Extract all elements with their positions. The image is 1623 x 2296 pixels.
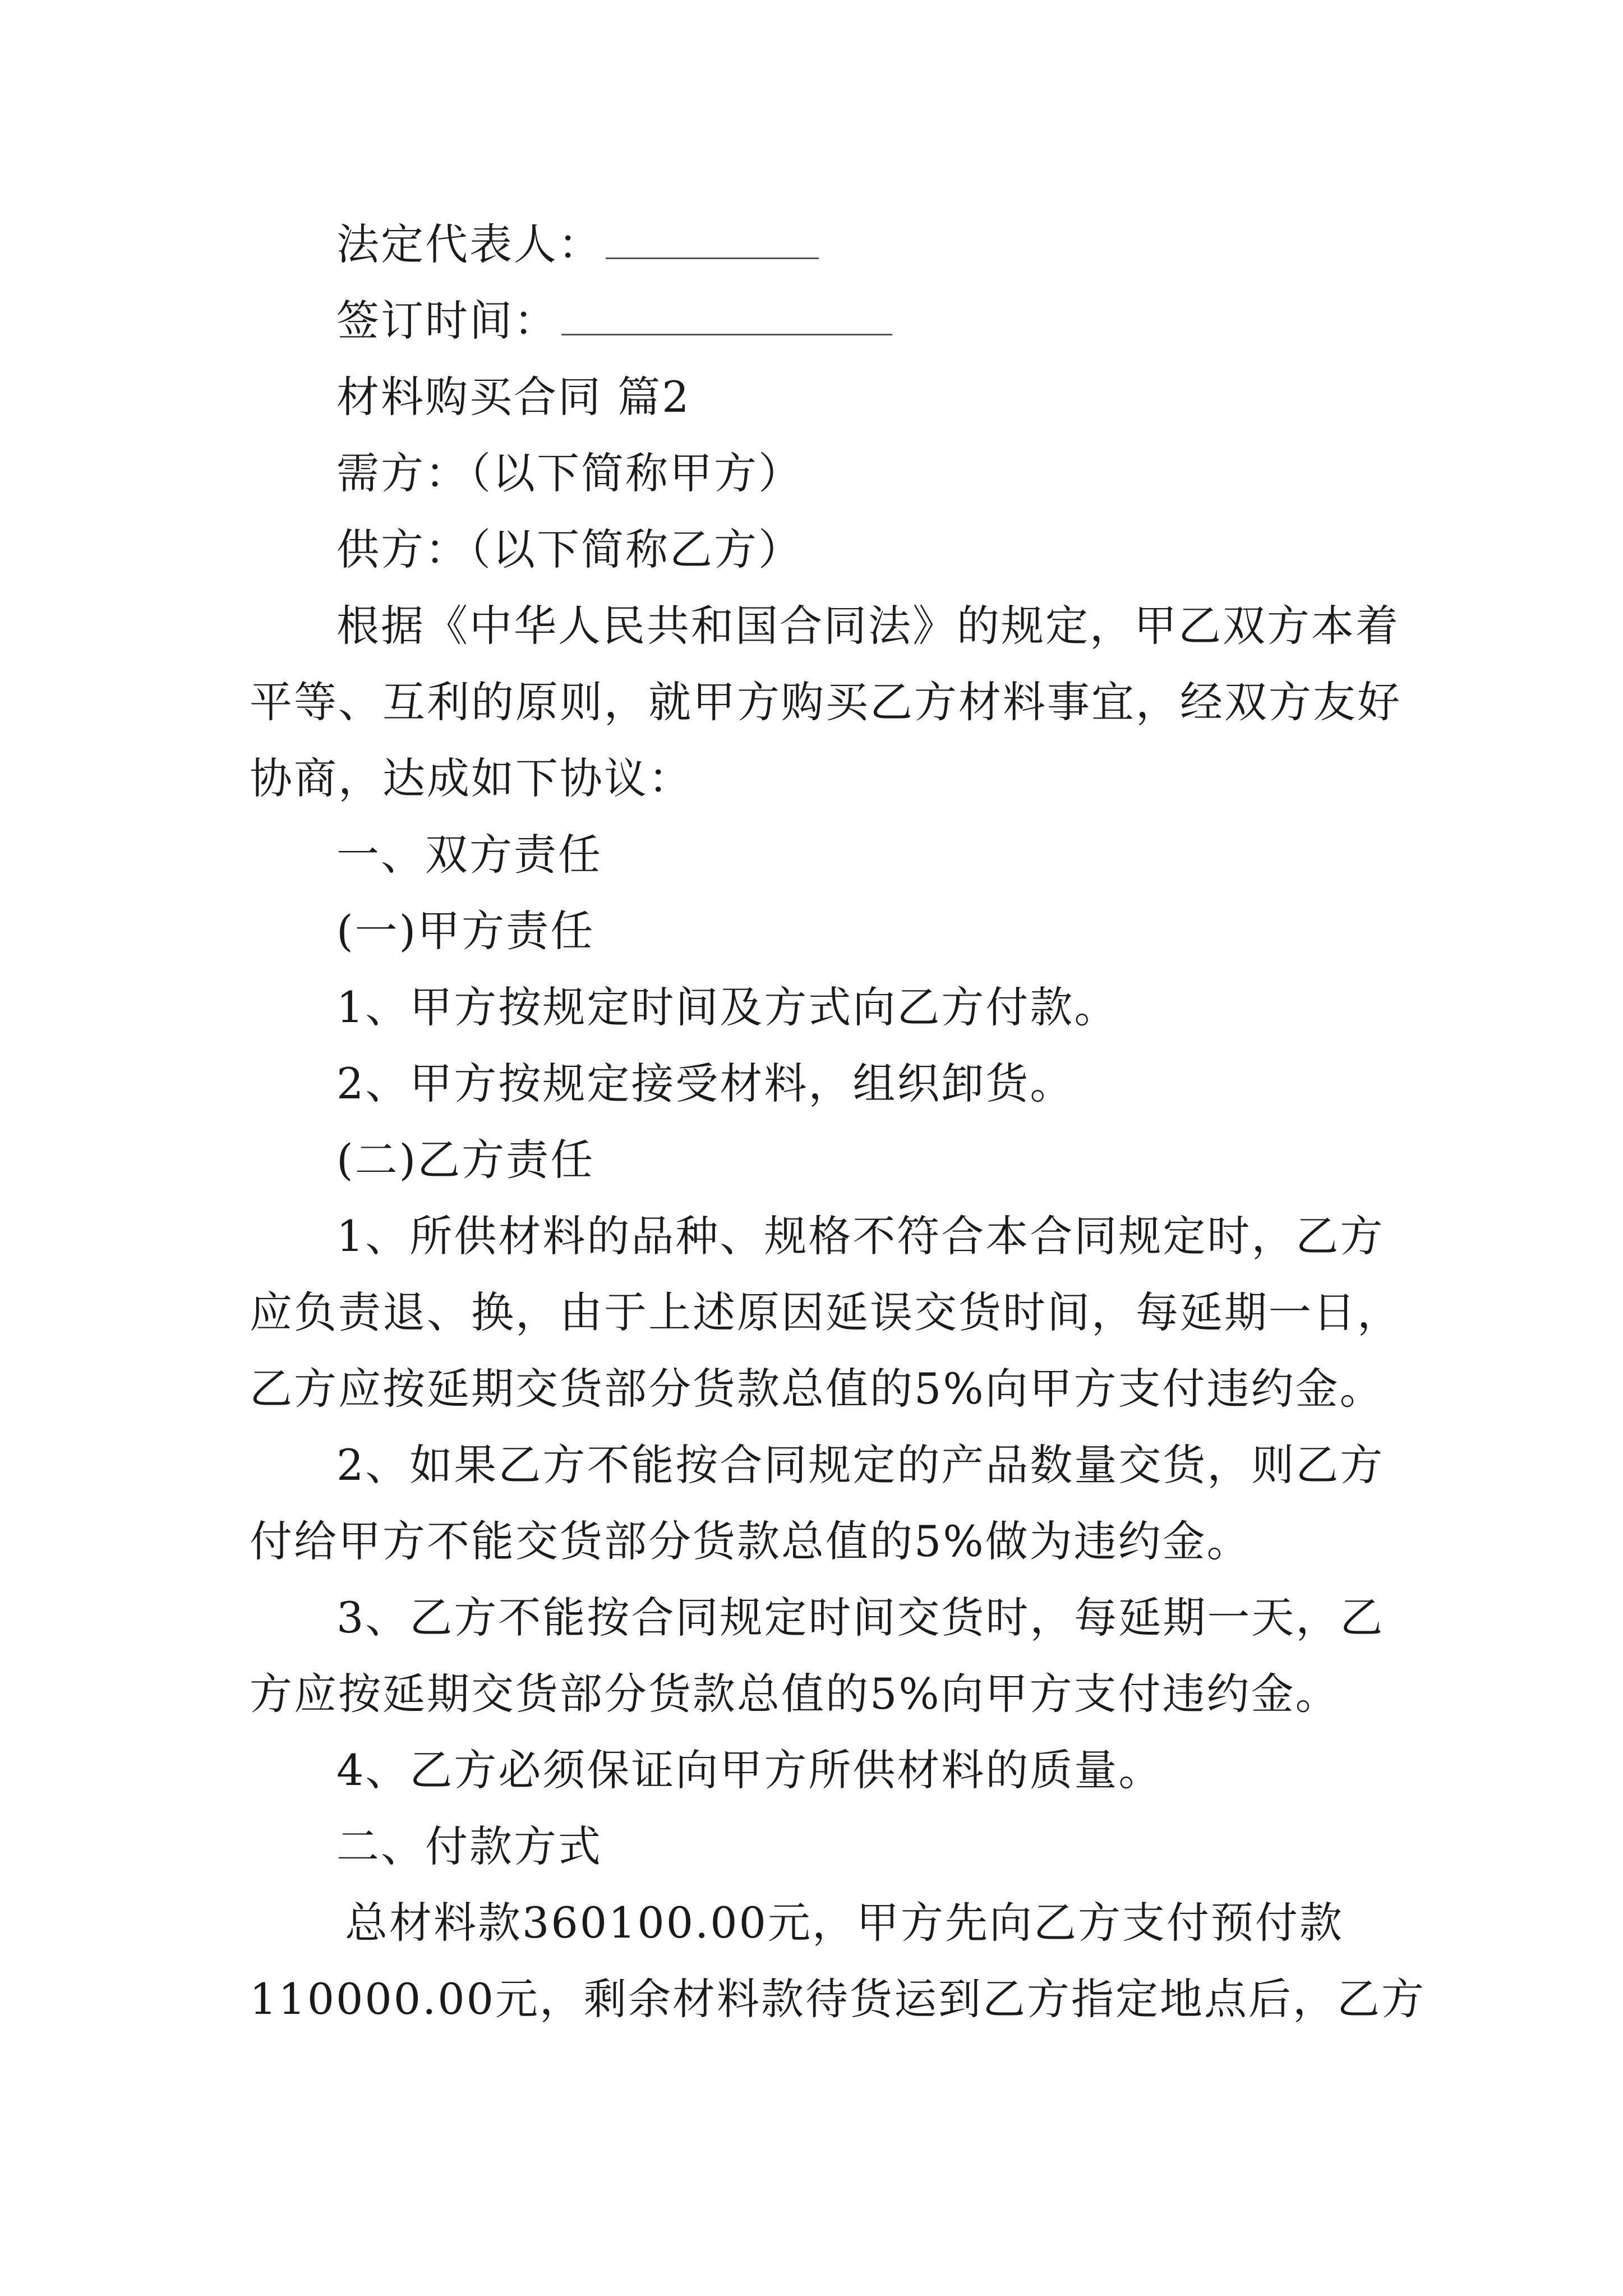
section-title: 材料购买合同 篇2 [336, 372, 691, 422]
party-b-item-1-line-2: 应负责退、换，由于上述原因延误交货时间，每延期一日， [250, 1287, 1401, 1337]
party-a-item-2: 2、甲方按规定接受材料，组织卸货。 [336, 1059, 1075, 1108]
sign-date-label: 签订时间： [336, 296, 558, 346]
seller-line: 供方：（以下简称乙方） [336, 524, 803, 574]
heading-party-a: (一)甲方责任 [336, 906, 595, 956]
party-b-item-2-line-2: 付给甲方不能交货部分货款总值的5%做为违约金。 [250, 1516, 1251, 1566]
heading-payment: 二、付款方式 [336, 1821, 602, 1871]
heading-party-b: (二)乙方责任 [336, 1135, 595, 1185]
sign-date-line [336, 296, 1402, 346]
party-b-item-3-line-1: 3、乙方不能按合同规定时间交货时，每延期一天，乙 [336, 1593, 1385, 1642]
intro-line-1: 根据《中华人民共和国合同法》的规定，甲乙双方本着 [336, 601, 1400, 651]
party-a-item-1: 1、甲方按规定时间及方式向乙方付款。 [336, 982, 1119, 1032]
sign-date-blank [561, 329, 892, 335]
legal-rep-line [336, 219, 1402, 269]
payment-line-2: 110000.00元，剩余材料款待货运到乙方指定地点后，乙方 [250, 1974, 1426, 2024]
heading-responsibilities: 一、双方责任 [336, 830, 602, 880]
legal-rep-label: 法定代表人： [336, 219, 602, 269]
party-b-item-4: 4、乙方必须保证向甲方所供材料的质量。 [336, 1745, 1163, 1795]
party-b-item-1-line-3: 乙方应按延期交货部分货款总值的5%向甲方支付违约金。 [250, 1364, 1384, 1414]
party-b-item-3-line-2: 方应按延期交货部分货款总值的5%向甲方支付违约金。 [250, 1669, 1340, 1719]
buyer-line: 需方：（以下简称甲方） [336, 448, 803, 498]
intro-line-3: 协商，达成如下协议： [250, 753, 693, 803]
party-b-item-1-line-1: 1、所供材料的品种、规格不符合本合同规定时，乙方 [336, 1211, 1385, 1261]
intro-line-2: 平等、互利的原则，就甲方购买乙方材料事宜，经双方友好 [250, 677, 1401, 727]
legal-rep-blank [606, 253, 819, 259]
payment-line-1: 总材料款360100.00元，甲方先向乙方支付预付款 [345, 1898, 1344, 1948]
party-b-item-2-line-1: 2、如果乙方不能按合同规定的产品数量交货，则乙方 [336, 1440, 1385, 1490]
